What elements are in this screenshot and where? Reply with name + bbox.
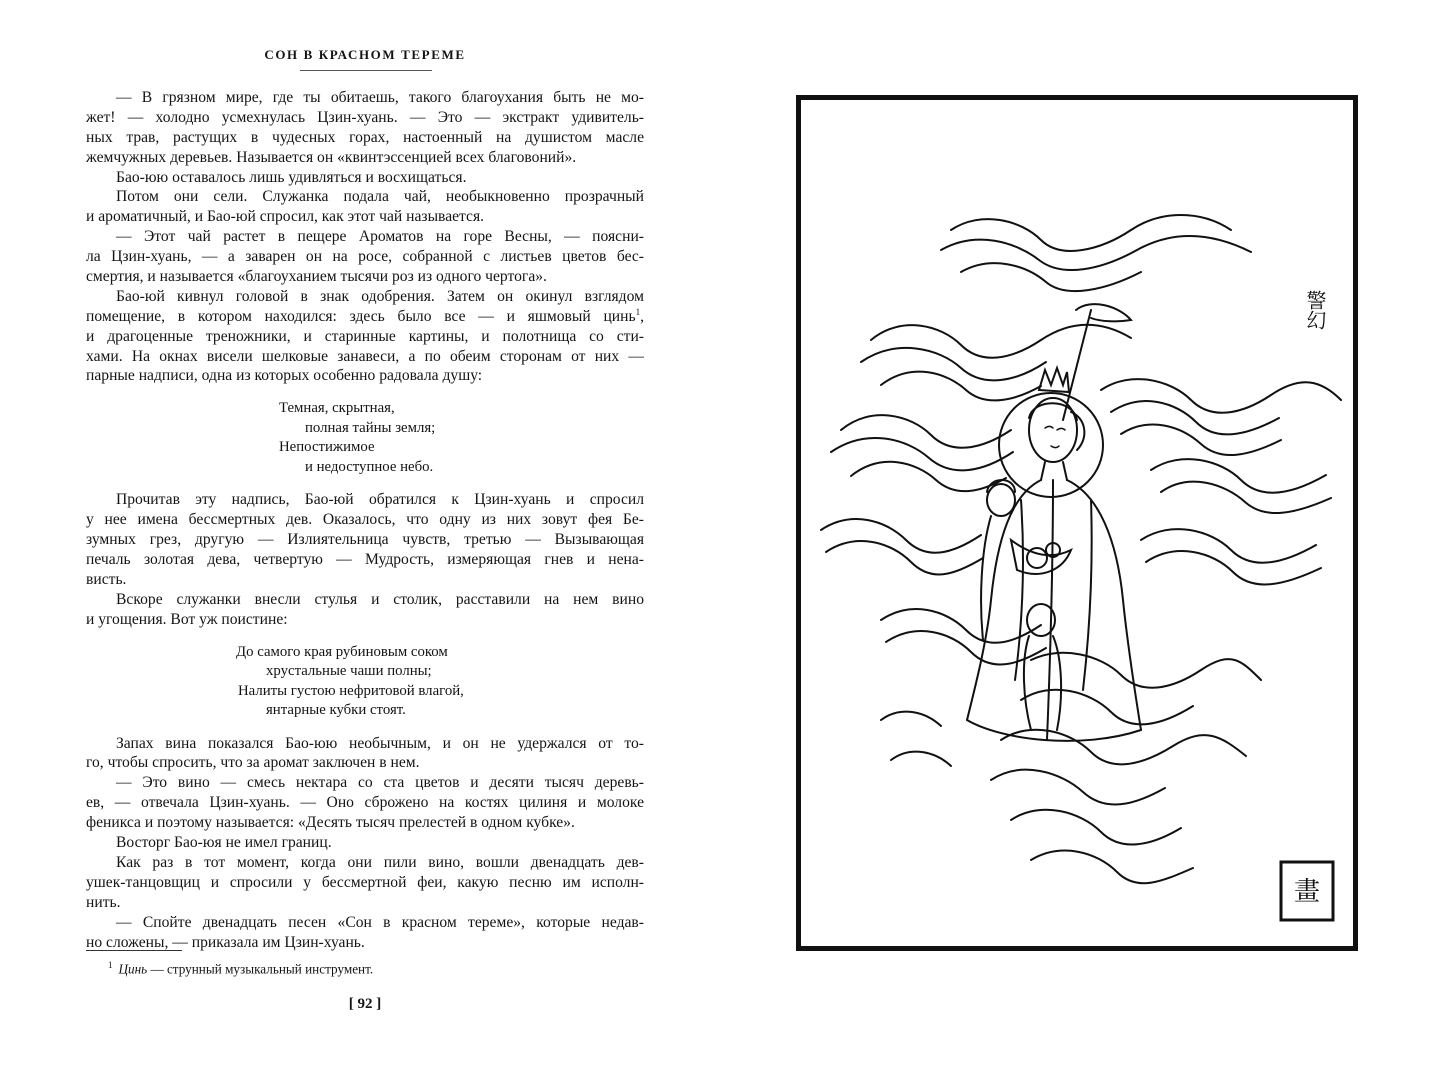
cloud-line bbox=[1161, 482, 1331, 513]
cloud-line bbox=[1111, 401, 1279, 434]
cloud-line bbox=[951, 215, 1231, 251]
text-line: и ароматичный, и Бао-юй спросил, как этот чай называется. bbox=[86, 208, 485, 226]
text-line: Потом они сели. Служанка подала чай, необыкновенно прозрачный bbox=[116, 188, 644, 206]
robe-fold bbox=[1083, 500, 1092, 690]
text-line: Прочитав эту надпись, Бао-юй обратился к Цзин-хуань и спросил bbox=[116, 491, 644, 509]
text-line: и угощения. Вот уж поистине: bbox=[86, 610, 288, 628]
illustration bbox=[801, 100, 1353, 946]
text-line: — Спойте двенадцать песен «Сон в красном тереме», которые недав- bbox=[116, 913, 644, 931]
text-line: ла Цзин-хуань, — а заварен он на росе, собранной с листьев цветов бес- bbox=[86, 248, 644, 266]
text-line: Вскоре служанки внесли стулья и столик, расставили на нем вино bbox=[116, 590, 644, 608]
text-line: смертия, и называется «благоуханием тысячи роз из одного чертога». bbox=[86, 268, 547, 286]
body-text bbox=[86, 88, 644, 952]
text-line: Запах вина показался Бао-юю необычным, и он не удержался от то- bbox=[116, 734, 644, 752]
bouquet bbox=[1011, 540, 1071, 574]
text-line: зумных грез, другую — Излиятельница чувств, третью — Вызывающая bbox=[86, 531, 644, 549]
footnote-text: — струнный музыкальный инструмент. bbox=[147, 961, 374, 977]
left-page bbox=[86, 40, 644, 1070]
text-line: — Этот чай растет в пещере Ароматов на горе Весны, — поясни- bbox=[116, 228, 644, 246]
verse-spacer bbox=[86, 477, 644, 490]
right-page bbox=[796, 95, 1360, 953]
footnote-rule bbox=[86, 950, 182, 951]
verse-spacer bbox=[86, 386, 644, 399]
text-line: у нее имена бессмертных дев. Оказалось, что одну из них зовут фея Бе- bbox=[86, 511, 644, 529]
verse-block bbox=[86, 643, 644, 721]
text-line: ных трав, растущих в чудесных горах, настоенный на душистом масле bbox=[86, 128, 644, 146]
footnote-reference[interactable]: 1 bbox=[635, 306, 641, 317]
attendant-face bbox=[987, 484, 1015, 516]
cloud-line bbox=[821, 519, 981, 553]
robe-hem bbox=[967, 720, 1141, 741]
verse-line: и недоступное небо. bbox=[305, 458, 434, 475]
page-number: [ 92 ] bbox=[348, 996, 382, 1012]
cloud-line bbox=[1021, 690, 1193, 725]
cloud-line bbox=[841, 415, 1011, 448]
text-line: нить. bbox=[86, 893, 121, 911]
verse-line: До самого края рубиновым соком bbox=[236, 643, 448, 660]
text-line: Восторг Бао-юя не имел границ. bbox=[116, 834, 332, 852]
cloud-line bbox=[871, 325, 1131, 358]
cloud-line bbox=[941, 236, 1251, 270]
verse-spacer bbox=[86, 721, 644, 734]
footnote-term: Цинь bbox=[118, 961, 148, 977]
seal-text: 畫 bbox=[1293, 877, 1321, 907]
neck bbox=[1041, 462, 1067, 480]
banner bbox=[1076, 304, 1131, 321]
verse-block bbox=[86, 399, 644, 477]
text-line: Как раз в тот момент, когда они пили вино, вошли двенадцать дев- bbox=[116, 853, 644, 871]
footnote bbox=[108, 960, 373, 977]
cloud-line bbox=[991, 770, 1165, 805]
verse-line: Темная, скрытная, bbox=[279, 400, 395, 417]
verse-line: янтарные кубки стоят. bbox=[266, 702, 406, 719]
attendant-robe bbox=[981, 516, 991, 640]
halo bbox=[999, 393, 1103, 497]
text-line: но сложены, — приказала им Цзин-хуань. bbox=[86, 933, 365, 951]
verse-line: полная тайны земля; bbox=[305, 419, 436, 436]
text-line: го, чтобы спросить, что за аромат заключен в нем. bbox=[86, 754, 420, 772]
text-line: жемчужных деревьев. Называется он «квинтэссенцией всех благовоний». bbox=[86, 148, 577, 166]
crown bbox=[1039, 368, 1069, 392]
cloud-line bbox=[1101, 379, 1341, 413]
verse-line: Непостижимое bbox=[279, 439, 375, 456]
text-line: печаль золотая дева, четвертую — Мудрость, измеряющая гнев и нена- bbox=[86, 551, 644, 569]
text-line: феникса и поэтому называется: «Десять тысяч прелестей в одном кубке». bbox=[86, 814, 575, 832]
text-line: хами. На окнах висели шелковые занавеси, а по обеим сторонам от них — bbox=[86, 347, 644, 365]
verse-line: Налиты густою нефритовой влагой, bbox=[238, 682, 464, 699]
text-line: ушек-танцовщиц и спросили у бессмертной феи, какую песню им исполн- bbox=[86, 873, 644, 891]
running-head-rule bbox=[300, 70, 432, 71]
verse-line: хрустальные чаши полны; bbox=[266, 663, 432, 680]
text-line: висть. bbox=[86, 570, 127, 588]
cloud-line bbox=[881, 712, 941, 726]
cloud-line bbox=[891, 752, 951, 766]
text-line: ев, — отвечала Цзин-хуань. — Оно сброжено на костях цилиня и молоке bbox=[86, 794, 644, 812]
cloud-line bbox=[1011, 810, 1181, 845]
cloud-line bbox=[1031, 851, 1193, 884]
cloud-line bbox=[881, 609, 1041, 643]
inscription: 警幻 bbox=[1303, 290, 1327, 330]
text-line: Бао-юй кивнул головой в знак одобрения. Затем он окинул взглядом bbox=[116, 287, 644, 305]
robe-fold bbox=[1015, 500, 1023, 680]
flower bbox=[1027, 548, 1047, 568]
text-line: помещение, в котором находился: здесь было все — и яшмовый цинь$^1$, bbox=[86, 306, 644, 325]
text-line: — Это вино — смесь нектара со ста цветов и десяти тысяч деревь- bbox=[116, 774, 644, 792]
cloud-line bbox=[1151, 459, 1326, 493]
text-line: парные надписи, одна из которых особенно радовала душу: bbox=[86, 367, 483, 385]
text-line: — В грязном мире, где ты обитаешь, такого благоухания быть не мо- bbox=[116, 89, 644, 106]
text-line: жет! — холодно усмехнулась Цзин-хуань. — Это — экстракт удивитель- bbox=[86, 108, 644, 126]
footnote-number: 1 bbox=[108, 960, 113, 970]
cloud-line bbox=[1141, 529, 1316, 563]
illustration-frame bbox=[796, 95, 1358, 951]
running-head: СОН В КРАСНОМ ТЕРЕМЕ bbox=[264, 47, 466, 62]
cloud-line bbox=[1031, 653, 1261, 688]
verse-spacer bbox=[86, 630, 644, 643]
text-line: Бао-юю оставалось лишь удивляться и восхищаться. bbox=[116, 168, 467, 186]
text-line: и драгоценные треножники, и старинные картины, и полотнища со сти- bbox=[86, 327, 644, 345]
